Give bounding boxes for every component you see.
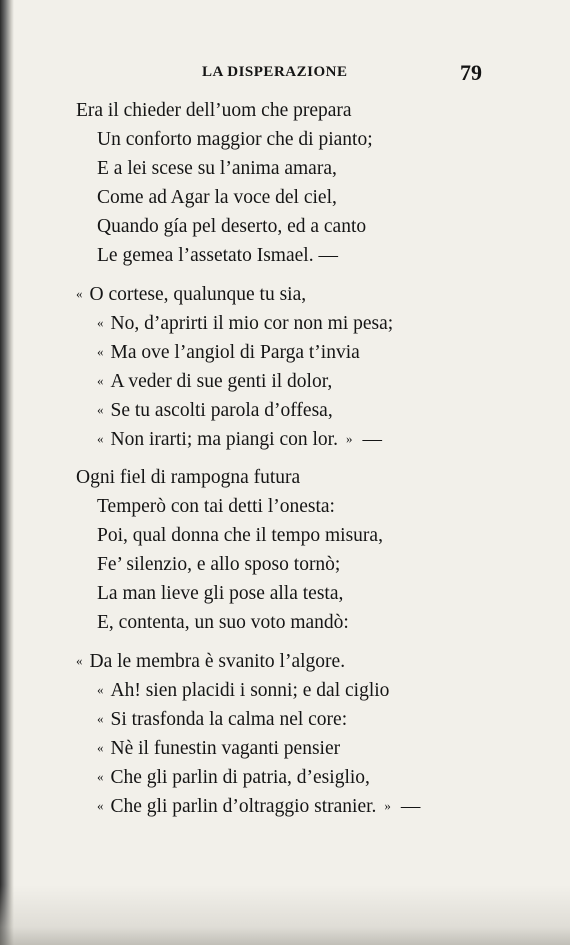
verse-line: « Ma ove l’angiol di Parga t’invia (97, 342, 360, 363)
page-header (0, 60, 570, 90)
verse-line: Fe’ silenzio, e allo sposo tornò; (97, 554, 341, 575)
verse-line: Un conforto maggior che di pianto; (97, 129, 373, 150)
verse-line: « Se tu ascolti parola d’offesa, (97, 400, 333, 421)
verse-line: Temperò con tai detti l’onesta: (97, 496, 335, 517)
page-bottom-shadow (0, 885, 570, 945)
verse-line: Quando gía pel deserto, ed a canto (97, 216, 367, 237)
opening-quote-mark: « (97, 431, 104, 446)
opening-quote-mark: « (97, 344, 104, 359)
opening-quote-mark: « (76, 286, 83, 301)
verse-line: « O cortese, qualunque tu sia, (76, 284, 307, 305)
verse-line: Poi, qual donna che il tempo misura, (97, 525, 383, 546)
verse-line: « Ah! sien placidi i sonni; e dal ciglio (97, 680, 390, 701)
verse-line: « Da le membra è svanito l’algore. (76, 651, 346, 672)
verse-line: Ogni fiel di rampogna futura (76, 467, 301, 488)
opening-quote-mark: « (97, 402, 104, 417)
em-dash: — (362, 429, 382, 450)
verse-line: E a lei scese su l’anima amara, (97, 158, 337, 179)
opening-quote-mark: « (97, 682, 104, 697)
em-dash: — (400, 796, 421, 817)
opening-quote-mark: « (97, 798, 104, 813)
verse-line: « Nè il funestin vaganti pensier (97, 738, 341, 759)
verse-line: La man lieve gli pose alla testa, (97, 583, 344, 604)
verse-line: « Che gli parlin di patria, d’esiglio, (97, 767, 370, 788)
verse-line: Come ad Agar la voce del ciel, (97, 187, 337, 208)
opening-quote-mark: « (97, 740, 104, 755)
verse-line: Le gemea l’assetato Ismael. — (97, 245, 338, 266)
opening-quote-mark: « (97, 315, 104, 330)
page-binding-shadow (0, 0, 14, 945)
opening-quote-mark: « (97, 373, 104, 388)
verse-line: E, contenta, un suo voto mandò: (97, 612, 349, 633)
opening-quote-mark: « (97, 711, 104, 726)
page-number: 79 (460, 60, 482, 85)
closing-quote-mark: » (345, 431, 353, 446)
opening-quote-mark: « (76, 653, 83, 668)
verse-line: « Che gli parlin d’oltraggio stranier. » — (97, 796, 421, 817)
verse-line: « Si trasfonda la calma nel core: (97, 709, 348, 730)
running-title: LA DISPERAZIONE (202, 64, 348, 80)
verse-line: Era il chieder dell’uom che prepara (76, 100, 352, 121)
verse-line: « Non irarti; ma piangi con lor. » — (97, 429, 382, 450)
verse-line: « No, d’aprirti il mio cor non mi pesa; (97, 313, 394, 334)
opening-quote-mark: « (97, 769, 104, 784)
closing-quote-mark: » (384, 798, 391, 813)
verse-line: « A veder di sue genti il dolor, (97, 371, 333, 392)
